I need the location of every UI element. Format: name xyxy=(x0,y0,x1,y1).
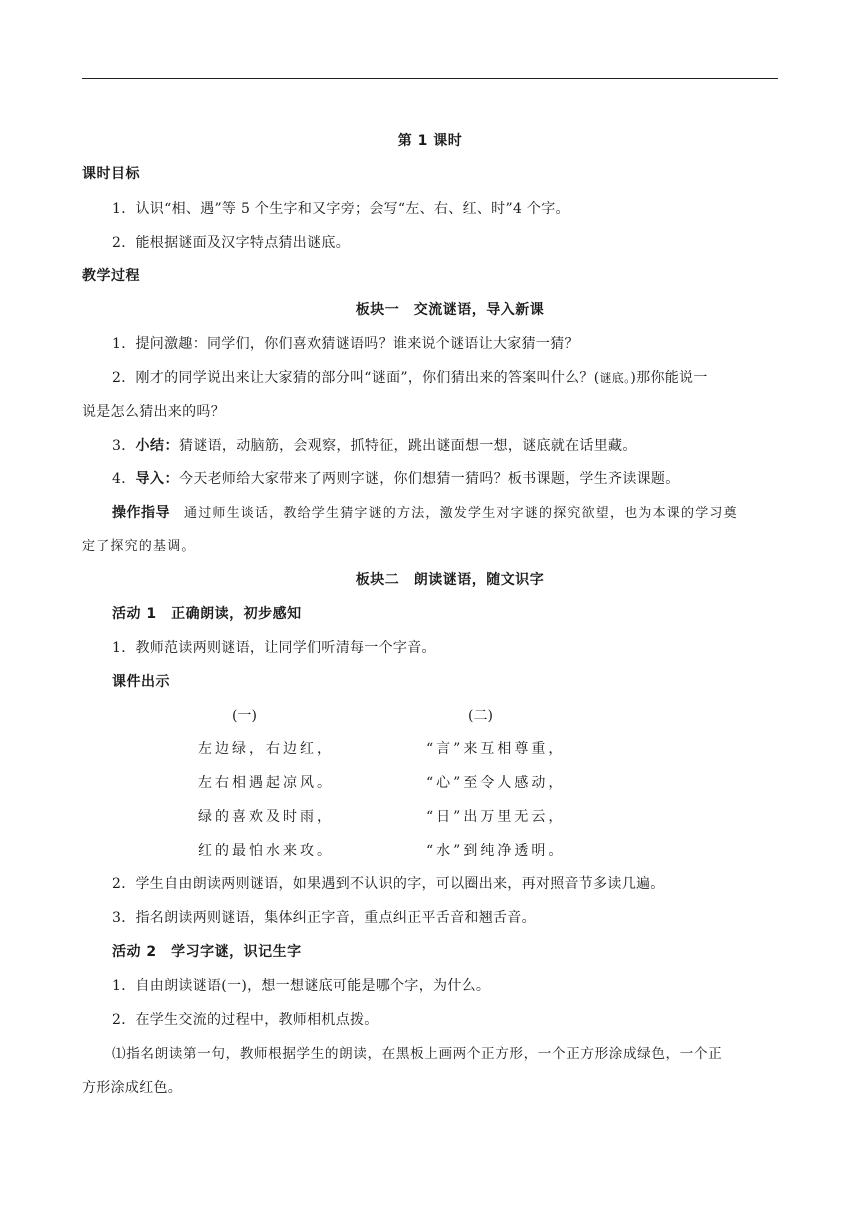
guide-text-continuation: 定了探究的基调。 xyxy=(82,539,196,554)
guide-paragraph xyxy=(82,503,778,524)
paragraph: 2．在学生交流的过程中，教师相机点拨。 xyxy=(112,1012,379,1028)
paragraph: 1．教师范读两则谜语，让同学们听清每一个字音。 xyxy=(112,640,436,656)
paragraph xyxy=(82,368,778,388)
paragraph: 3．指名朗读两则谜语，集体纠正字音，重点纠正平舌音和翘舌音。 xyxy=(112,910,536,926)
riddle2-line: “水”到纯净透明。 xyxy=(426,843,566,859)
goal-item: 1．认识“相、遇”等 5 个生字和又字旁；会写“左、右、红、时”4 个字。 xyxy=(112,201,570,217)
riddle1-label: (一) xyxy=(232,708,257,724)
paragraph-continuation: 方形涂成红色。 xyxy=(82,1080,183,1096)
header-rule xyxy=(82,78,778,79)
guide-text: 通过师生谈话，教给学生猜字谜的方法，激发学生对字谜的探究欲望，也为本课的学习奠 xyxy=(184,506,738,521)
paragraph-text: 2．刚才的同学说出来让大家猜的部分叫“谜面”，你们猜出来的答案叫什么？( xyxy=(112,370,600,386)
riddle1-line: 绿的喜欢及时雨， xyxy=(198,809,334,825)
paragraph: ⑴指名朗读第一句，教师根据学生的朗读，在黑板上画两个正方形，一个正方形涂成绿色，一个正 xyxy=(112,1046,723,1062)
paragraph: 2．学生自由朗读两则谜语，如果遇到不认识的字，可以圈出来，再对照音节多读几遍。 xyxy=(112,876,665,892)
riddle1-line: 左边绿，右边红， xyxy=(198,741,334,757)
riddle2-line: “言”来互相尊重， xyxy=(426,741,566,757)
riddle1-line: 左右相遇起凉风。 xyxy=(198,775,334,791)
answer-note: 谜底。 xyxy=(599,371,631,385)
activity2-heading: 活动 2 学习字谜，识记生字 xyxy=(112,944,302,960)
courseware-heading: 课件出示 xyxy=(112,674,170,690)
activity1-heading: 活动 1 正确朗读，初步感知 xyxy=(112,606,302,622)
paragraph: 1．提问激趣：同学们，你们喜欢猜谜语吗？谁来说个谜语让大家猜一猜？ xyxy=(112,336,579,352)
riddle2-label: (二) xyxy=(468,708,493,724)
intro-label: 导入： xyxy=(135,471,180,487)
riddle1-line: 红的最怕水来攻。 xyxy=(198,843,334,859)
riddle2-line: “日”出万里无云， xyxy=(426,809,566,825)
riddle2-line: “心”至令人感动， xyxy=(426,775,566,791)
summary-label: 小结： xyxy=(135,438,180,454)
section1-title: 板块一 交流谜语，导入新课 xyxy=(355,302,545,318)
paragraph-continuation: 说是怎么猜出来的吗？ xyxy=(82,404,225,420)
paragraph-text: 今天老师给大家带来了两则字谜，你们想猜一猜吗？板书课题，学生齐读课题。 xyxy=(179,471,680,487)
paragraph: 1．自由朗读谜语(一)，想一想谜底可能是哪个字，为什么。 xyxy=(112,978,491,994)
section2-title: 板块二 朗读谜语，随文识字 xyxy=(355,572,545,588)
process-heading: 教学过程 xyxy=(82,268,140,284)
paragraph-text: )那你能说一 xyxy=(630,370,708,386)
lesson-title: 第 1 课时 xyxy=(397,133,463,149)
paragraph-number: 3． xyxy=(112,438,136,454)
goals-heading: 课时目标 xyxy=(82,166,140,182)
goal-item: 2．能根据谜面及汉字特点猜出谜底。 xyxy=(112,235,351,251)
paragraph-number: 4． xyxy=(112,471,136,487)
paragraph xyxy=(82,469,778,489)
paragraph xyxy=(82,436,778,456)
paragraph-text: 猜谜语，动脑筋，会观察，抓特征，跳出谜面想一想，谜底就在话里藏。 xyxy=(179,438,637,454)
guide-label: 操作指导 xyxy=(112,505,170,521)
